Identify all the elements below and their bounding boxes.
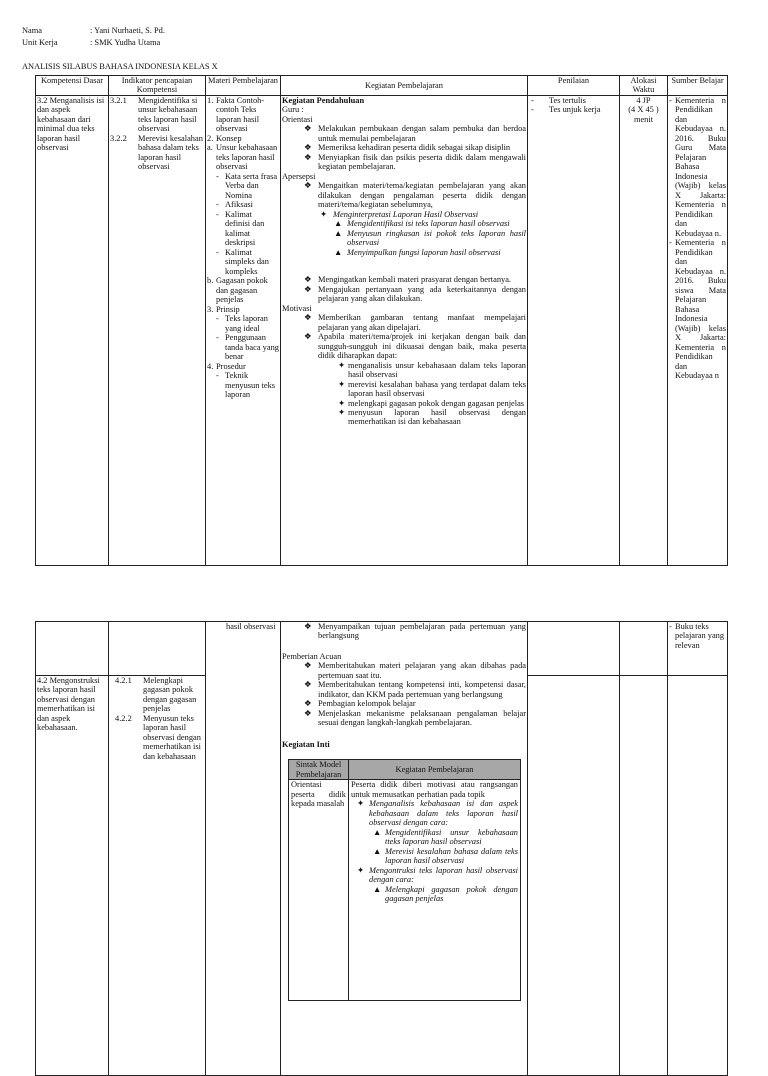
triangle-bullet-icon: ▲ [373, 827, 382, 837]
list-item: ✦ menyusun laporan hasil observasi dengan memerhatikan isi dan kebahasaan [338, 407, 526, 427]
diamond-bullet-icon: ❖ [304, 708, 312, 718]
list-item: ❖ Mengingatkan kembali materi prasyarat dengan bertanya. [304, 275, 512, 285]
table-row [36, 95, 728, 565]
nama-row [22, 26, 165, 35]
syllabus-table-page1 [35, 75, 728, 566]
table-row [36, 622, 728, 676]
nama-label: Nama [22, 26, 42, 35]
alokasi-jp: 4 JP [636, 95, 651, 105]
list-item: 4. Prosedur [207, 361, 246, 371]
list-item: - Kalimat simpleks dan kompleks [216, 247, 269, 276]
kompetensi-dasar-cell: 4.2 Mengonstruksi teks laporan hasil observasi dengan memerhatikan isi dan aspek kebahasaan. [36, 676, 109, 1076]
list-item: ✦ melengkapi gagasan pokok dengan gagasan penjelas [338, 398, 525, 408]
alokasi-cell [620, 622, 668, 676]
list-item: - Kalimat definisi dan kalimat deskripsi [216, 209, 265, 248]
motivasi-label: Motivasi [282, 303, 312, 313]
list-item: - Tes unjuk kerja [531, 105, 601, 115]
materi-continued: hasil observasi [226, 622, 276, 631]
star-bullet-icon: ✦ [338, 360, 346, 370]
diamond-bullet-icon: ❖ [304, 699, 312, 709]
list-item: ❖ Memberitahukan tentang kompetensi inti, kompetensi dasar, indikator, dan KKM pada pertemuan yang berlangsung [304, 680, 526, 699]
document-title: ANALISIS SILABUS BAHASA INDONESIA KELAS X [22, 62, 218, 71]
list-item: a. Unsur kebahasaan teks laporan hasil observasi [207, 143, 278, 172]
kompetensi-dasar-cell [36, 622, 109, 676]
list-item: ❖ Melakukan pembukaan dengan salam pembuka dan berdoa untuk memulai pembelajaran [304, 124, 526, 143]
orientasi-label: Orientasi [282, 114, 313, 124]
kegiatan-inti-title: Kegiatan Inti [282, 739, 330, 749]
list-item: ▲ Menyusun ringkasan isi pokok teks laporan hasil observasi [334, 228, 526, 248]
list-item: 4.2.2 Menyusun teks laporan hasil observasi dengan memerhatikan isi dan kebahasaan [115, 713, 201, 761]
triangle-bullet-icon: ▲ [334, 247, 343, 257]
list-item: ▲ Menyimpulkan fungsi laporan hasil observasi [334, 247, 501, 257]
kegiatan-cell [281, 95, 528, 565]
unit-value: : SMK Yudha Utama [90, 38, 161, 47]
star-bullet-icon: ✦ [338, 379, 346, 389]
list-item: ✦ Menganalisis kebahasaan isi dan aspek kebahasaan dalam teks laporan hasil observasi dengan cara: [357, 799, 518, 828]
diamond-bullet-icon: ❖ [304, 680, 312, 690]
sintak-col-header: Kegiatan Pembelajaran [349, 760, 521, 780]
col-header: Kegiatan Pembelajaran [281, 76, 528, 96]
materi-cell [206, 622, 281, 1076]
sintak-table [288, 759, 521, 1001]
sumber-cell [668, 95, 728, 565]
sumber-cell [668, 622, 728, 676]
diamond-bullet-icon: ❖ [304, 181, 312, 191]
list-item: - Tes tertulis [531, 95, 586, 105]
star-bullet-icon: ✦ [338, 407, 346, 417]
list-item: 1. Fakta Contoh- contoh Teks laporan hasil observasi [207, 95, 265, 134]
list-item: ▲ Mengidentifikasi isi teks laporan hasil observasi [334, 219, 510, 229]
list-item: ❖ Pembagian kelompok belajar [304, 699, 416, 709]
list-item: - Penggunaan tanda baca yang benar [216, 333, 279, 362]
kegiatan-pendahuluan-title: Kegiatan Pendahuluan [282, 95, 365, 105]
indikator-cell [109, 676, 206, 1076]
list-item: ❖ Mengaitkan materi/tema/kegiatan pembelajaran yang akan dilakukan dengan pengalaman peserta didik dengan materi/tema/kegiatan sebelumnya, [304, 181, 526, 210]
list-item: 3.2.1 Mengidentifika si unsur kebahasaan teks laporan hasil observasi [110, 95, 198, 134]
sintak-kegiatan-cell [349, 780, 521, 1001]
list-item: ✦ Mengontruksi teks laporan hasil observasi dengan cara: [357, 865, 518, 885]
table-header-row [36, 76, 728, 96]
indikator-cell [109, 622, 206, 676]
list-item: - Kementeria n Pendidikan dan Kebudayaa n. 2016. Buku siswa Mata Pelajaran Bahasa Indonesia (Wajib) kelas X Jakarta: Kementeria n Pendidikan dan Kebudayaa n [669, 238, 726, 381]
list-item: ▲ Melengkapi gagasan pokok dengan gagasan penjelas [373, 884, 518, 904]
diamond-bullet-icon: ❖ [304, 332, 312, 342]
list-item: ❖ Memeriksa kehadiran peserta didik sebagai sikap disiplin [304, 143, 511, 153]
diamond-bullet-icon: ❖ [304, 124, 312, 134]
star-bullet-icon: ✦ [357, 865, 365, 875]
apersepsi-label: Apersepsi [282, 171, 316, 181]
sintak-header-row [289, 760, 521, 780]
sintak-cell: Orientasi peserta didik kepada masalah [289, 780, 349, 1001]
list-item: ▲ Mengidentifikasi unsur kebahasaan tteks laporan hasil observasi [373, 827, 518, 847]
penilaian-cell [528, 95, 620, 565]
col-header: Indikator pencapaian Kompetensi [109, 76, 206, 96]
list-item: ❖ Memberitahukan materi pelajaran yang akan dibahas pada pertemuan saat itu. [304, 661, 526, 680]
list-item: ❖ Apabila materi/tema/projek ini kerjakan dengan baik dan sungguh-sungguh ini dikuasai dengan baik, maka peserta didik diharapkan dapat: [304, 332, 526, 361]
list-item: ❖ Menyampaikan tujuan pembelajaran pada pertemuan yang berlangsung [304, 622, 526, 641]
star-bullet-icon: ✦ [338, 398, 346, 408]
diamond-bullet-icon: ❖ [304, 661, 312, 671]
diamond-bullet-icon: ❖ [304, 313, 312, 323]
star-bullet-icon: ✦ [357, 799, 365, 809]
list-item: ❖ Memberikan gambaran tentang manfaat mempelajari pelajaran yang akan dipelajari. [304, 313, 526, 332]
nama-value: : Yani Nurhaeti, S. Pd. [90, 26, 165, 35]
alokasi-cell [620, 95, 668, 565]
list-item: ✦ merevisi kesalahan bahasa yang terdapat dalam teks laporan hasil observasi [338, 379, 526, 399]
kompetensi-dasar-cell: 3.2 Menganalisis isi dan aspek kebahasaan dari minimal dua teks laporan hasil observasi [36, 95, 109, 565]
kegiatan-cell [281, 622, 528, 1076]
list-item: - Afiksasi [216, 200, 253, 210]
indikator-cell [109, 95, 206, 565]
triangle-bullet-icon: ▲ [373, 846, 382, 856]
penilaian-cell [528, 676, 620, 1076]
diamond-bullet-icon: ❖ [304, 143, 312, 153]
diamond-bullet-icon: ❖ [304, 275, 312, 285]
triangle-bullet-icon: ▲ [334, 219, 343, 229]
star-bullet-icon: ✦ [320, 209, 328, 219]
list-item: - Teknik menyusun teks laporan [216, 371, 276, 399]
sumber-cell [668, 676, 728, 1076]
sintak-col-header: Sintak Model Pembelajaran [289, 760, 349, 780]
col-header: Alokasi Waktu [620, 76, 668, 96]
list-item: ❖ Menjelaskan mekanisme pelaksanaan pengalaman belajar sesuai dengan langkah-langkah pembelajaran. [304, 708, 526, 728]
syllabus-table-page2 [35, 621, 728, 1076]
col-header: Materi Pembelajaran [206, 76, 281, 96]
col-header: Sumber Belajar [668, 76, 728, 96]
list-item: - Kementeria n Pendidikan dan Kebudayaa n. 2016. Buku Guru Mata Pelajaran Bahasa Indonesia (Wajib) kelas X Jakarta: Kementeria n Pendidikan dan Kebudayaa n. [669, 95, 726, 238]
list-item: ✦ Menginterpretasi Laporan Hasil Observasi [320, 209, 479, 219]
list-item: ❖ Menyiapkan fisik dan psikis peserta didik dalam mengawali kegiatan pembelajaran. [304, 152, 526, 172]
list-item: ❖ Mengajukan pertanyaan yang ada keterkaitannya dengan pelajaran yang akan dilakukan. [304, 284, 526, 304]
list-item: ▲ Merevisi kesalahan bahasa dalam teks laporan hasil observasi [373, 846, 518, 866]
sintak-row [289, 780, 521, 1001]
alokasi-formula: (4 X 45 ) [628, 105, 659, 115]
unit-label: Unit Kerja [22, 38, 58, 47]
list-item: 3. Prinsip [207, 304, 240, 314]
diamond-bullet-icon: ❖ [304, 152, 312, 162]
materi-cell [206, 95, 281, 565]
col-header: Kompetensi Dasar [36, 76, 109, 96]
list-item: 4.2.1 Melengkapi gagasan pokok dengan gagasan penjelas [115, 676, 197, 714]
list-item: - Teks laporan yang ideal [216, 314, 268, 333]
triangle-bullet-icon: ▲ [373, 884, 382, 894]
sintak-intro: Peserta didik diberi motivasi atau rangsangan untuk memusatkan perhatian pada topik [351, 780, 518, 799]
list-item: 3.2.2 Merevisi kesalahan bahasa dalam teks laporan hasil observasi [110, 133, 203, 172]
list-item: 2. Konsep [207, 133, 242, 143]
diamond-bullet-icon: ❖ [304, 622, 312, 631]
triangle-bullet-icon: ▲ [334, 228, 343, 238]
alokasi-cell [620, 676, 668, 1076]
penilaian-cell [528, 622, 620, 676]
alokasi-unit: menit [633, 114, 654, 124]
list-item: ✦ menganalisis unsur kebahasaan dalam teks laporan hasil observasi [338, 360, 526, 380]
unit-row [22, 38, 160, 47]
guru-label: Guru : [282, 105, 304, 115]
pemberian-acuan-label: Pemberian Acuan [282, 651, 342, 661]
list-item: b. Gagasan pokok dan gagasan penjelas [207, 276, 268, 305]
list-item: - Buku teks pelajaran yang relevan [669, 622, 725, 650]
list-item: - Kata serta frasa Verba dan Nomina [216, 171, 278, 200]
col-header: Penilaian [528, 76, 620, 96]
diamond-bullet-icon: ❖ [304, 284, 312, 294]
